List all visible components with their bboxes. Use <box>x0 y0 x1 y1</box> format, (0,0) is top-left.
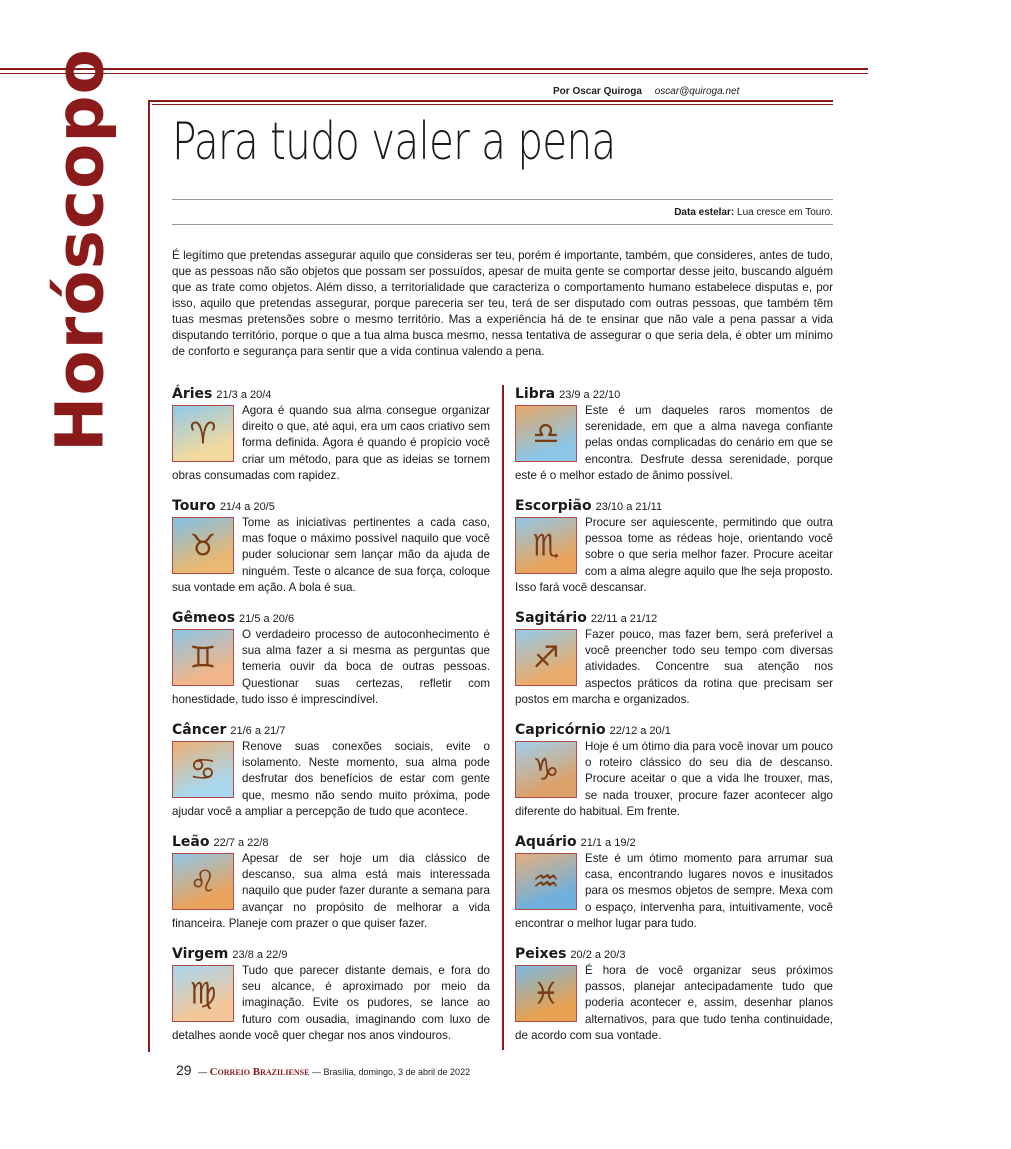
sign-forecast: É hora de você organizar seus próximos passos, planejar antecipadamente tudo que poderia acontecer e, assim, desenhar planos alternativos, para que tudo tenha continuidade, de acordo com sua vontade. <box>515 964 833 1042</box>
sign-header <box>172 946 490 963</box>
footer-dash: — <box>198 1067 208 1077</box>
headline: Para tudo valer a pena <box>172 112 616 172</box>
sign-forecast: Este é um ótimo momento para arrumar sua casa, encontrando lugares novos e inusitados para os mesmos objetos de sempre. Mexa com o espaço, intervenha para, intuitivamente, você encontrar o melhor lugar para tudo. <box>515 852 833 930</box>
page-number: 29 <box>176 1062 192 1078</box>
sign-dates: 22/7 a 22/8 <box>213 837 269 849</box>
date-estelar-label: Data estelar: <box>674 207 735 218</box>
aquarius-icon <box>515 853 577 910</box>
gemini-icon <box>172 629 234 686</box>
sign-name: Áries <box>172 386 213 402</box>
sign-name: Aquário <box>515 834 577 850</box>
sign-forecast: Apesar de ser hoje um dia clássico de descanso, sua alma está mais interessada naquilo que puder fazer durante a semana para avançar no propósito de melhorar a vida financeira. Planeje com prazer o que quiser fazer. <box>172 852 490 930</box>
sign-header <box>515 610 833 627</box>
byline-email[interactable]: oscar@quiroga.net <box>654 86 740 97</box>
sign-header <box>515 946 833 963</box>
zodiac-symbol: ♓ <box>532 976 560 1011</box>
date-estelar-value: Lua cresce em Touro. <box>737 207 833 218</box>
frame-top-rule-thin <box>152 104 833 105</box>
section-title <box>40 48 120 452</box>
top-rule <box>0 68 868 70</box>
zodiac-symbol: ♉ <box>189 528 217 563</box>
zodiac-symbol: ♐ <box>532 640 560 675</box>
newspaper-brand: Correio Braziliense <box>209 1066 310 1078</box>
sign-name: Câncer <box>172 722 227 738</box>
zodiac-symbol: ♊ <box>189 640 217 675</box>
footer-dash: — <box>311 1067 321 1077</box>
taurus-icon <box>172 517 234 574</box>
sign-name: Libra <box>515 386 556 402</box>
sign-dates: 21/6 a 21/7 <box>230 725 286 737</box>
frame-left-rule <box>148 100 150 1052</box>
zodiac-symbol: ♈ <box>189 416 217 451</box>
virgo-icon <box>172 965 234 1022</box>
sign-dates: 20/2 a 20/3 <box>570 949 626 961</box>
sign-aries <box>172 386 490 484</box>
zodiac-symbol: ♑ <box>532 752 560 787</box>
sign-header <box>515 386 833 403</box>
cancer-icon <box>172 741 234 798</box>
sign-forecast: Fazer pouco, mas fazer bem, será preferível a você preencher todo seu tempo com diversas atividades. Concentre sua atenção nos aspectos práticos da rotina que precisam ser postos em marcha e organizados. <box>515 628 833 706</box>
sign-forecast: Tome as iniciativas pertinentes a cada caso, mas foque o máximo possível naquilo que você puder solucionar sem lançar mão da ajuda de ninguém. Teste o alcance de sua força, coloque sua vontade em ação. A bola é sua. <box>172 516 490 594</box>
aries-icon <box>172 405 234 462</box>
sign-dates: 21/4 a 20/5 <box>219 501 275 513</box>
sign-dates: 23/10 a 21/11 <box>595 501 663 513</box>
sign-aquarius <box>515 834 833 932</box>
sign-forecast: Renove suas conexões sociais, evite o isolamento. Neste momento, sua alma pode desfrutar dos benefícios de estar com gente que, mesmo não sendo muito próxima, pode ajudar você a ampliar a percepção de tudo que acontece. <box>172 740 490 818</box>
sign-header <box>172 498 490 515</box>
sign-dates: 23/8 a 22/9 <box>232 949 288 961</box>
sign-dates: 22/11 a 21/12 <box>590 613 658 625</box>
sign-header <box>515 722 833 739</box>
sign-name: Capricórnio <box>515 722 606 738</box>
sign-gemini <box>172 610 490 708</box>
zodiac-symbol: ♒ <box>532 864 560 899</box>
byline <box>553 86 739 97</box>
sign-cancer <box>172 722 490 820</box>
sagittarius-icon <box>515 629 577 686</box>
sign-header <box>515 834 833 851</box>
sign-forecast: O verdadeiro processo de autoconhecimento é sua alma fazer a si mesma as perguntas que temeria ouvir da boca de outras pessoas. Questionar suas certezas, refletir com honestidade, tudo isso é imprescindível. <box>172 628 490 706</box>
sign-header <box>515 498 833 515</box>
sign-capricorn <box>515 722 833 820</box>
sign-forecast: Hoje é um ótimo dia para você inovar um pouco o roteiro clássico do seu dia de descanso. Procure aceitar o que a vida lhe trouxer, mas, se nada trouxer, procure fazer acontecer algo diferente do habitual. Em frente. <box>515 740 833 818</box>
zodiac-symbol: ♍ <box>189 976 217 1011</box>
footer <box>176 1062 470 1078</box>
sign-leo <box>172 834 490 932</box>
sign-pisces <box>515 946 833 1044</box>
footer-dateline: Brasília, domingo, 3 de abril de 2022 <box>323 1067 471 1077</box>
sign-virgo <box>172 946 490 1044</box>
sign-name: Sagitário <box>515 610 587 626</box>
section-title-text: Horóscopo <box>41 48 119 452</box>
sign-header <box>172 610 490 627</box>
sign-dates: 22/12 a 20/1 <box>609 725 671 737</box>
sign-name: Leão <box>172 834 210 850</box>
capricorn-icon <box>515 741 577 798</box>
sign-forecast: Este é um daqueles raros momentos de serenidade, em que a alma navega confiante pelas ondas complicadas do cenário em que se encontra. Desfrute dessa serenidade, porque este é o melhor estado de ânimo possível. <box>515 404 833 482</box>
sign-dates: 21/3 a 20/4 <box>216 389 272 401</box>
sign-forecast: Procure ser aquiescente, permitindo que outra pessoa tome as rédeas hoje, orientando você sobre o que seria melhor fazer. Procure aceitar com a alma alegre aquilo que lhe seja proposto. Isso fará você descansar. <box>515 516 833 594</box>
sign-taurus <box>172 498 490 596</box>
date-estelar <box>674 207 833 218</box>
sign-name: Escorpião <box>515 498 592 514</box>
leo-icon <box>172 853 234 910</box>
sign-libra <box>515 386 833 484</box>
zodiac-symbol: ♌ <box>189 864 217 899</box>
sign-header <box>172 722 490 739</box>
column-divider <box>502 385 504 1050</box>
byline-author: Por Oscar Quiroga <box>553 86 642 97</box>
top-rule-thin <box>0 73 868 74</box>
headline-rule <box>172 199 833 200</box>
frame-top-rule <box>148 100 833 102</box>
sign-header <box>172 834 490 851</box>
sign-forecast: Agora é quando sua alma consegue organizar direito o que, até aqui, era um caos criativo sem forma definida. Agora é quando é propício você criar um método, para que as ideias se tornem obras consumadas com rapidez. <box>172 404 490 482</box>
zodiac-symbol: ♎ <box>532 416 560 451</box>
scorpio-icon <box>515 517 577 574</box>
zodiac-symbol: ♏ <box>532 528 560 563</box>
sign-name: Touro <box>172 498 216 514</box>
zodiac-symbol: ♋ <box>189 752 217 787</box>
sign-dates: 21/5 a 20/6 <box>239 613 295 625</box>
libra-icon <box>515 405 577 462</box>
sign-scorpio <box>515 498 833 596</box>
sign-name: Virgem <box>172 946 229 962</box>
sign-header <box>172 386 490 403</box>
sign-dates: 21/1 a 19/2 <box>580 837 636 849</box>
sign-sagittarius <box>515 610 833 708</box>
intro-paragraph: É legítimo que pretendas assegurar aquilo que consideras ser teu, porém é importante, também, que consideres, antes de tudo, que as pessoas não são objetos que possam ser possuídos, apesar de muita gente se comportar desse jeito, buscando alguém que as trate como objetos. Além disso, a territorialidade que caracteriza o comportamento humano estabelece disputas e, por isso, aquilo que pretendas assegurar, porque pareceria ser teu, terá de ser disputado com outras pessoas, que também têm tuas mesmas pretensões sobre o mesmo território. Mas a experiência há de te ensinar que não vale a pena passar a vida disputando território, porque o que a tua alma busca mesmo, nessa tentativa de assegurar o que seria dela, é obter um mínimo de conforto e segurança para sentir que a vida continua valendo a pena. <box>172 249 833 358</box>
pisces-icon <box>515 965 577 1022</box>
date-rule <box>172 224 833 225</box>
sign-dates: 23/9 a 22/10 <box>559 389 621 401</box>
sign-name: Gêmeos <box>172 610 236 626</box>
sign-forecast: Tudo que parecer distante demais, e fora do seu alcance, é aproximado por meio da imaginação. Evite os pudores, se lance ao futuro com ousadia, imaginando com luxo de detalhes aonde você quer chegar nos anos vindouros. <box>172 964 490 1042</box>
sign-name: Peixes <box>515 946 567 962</box>
